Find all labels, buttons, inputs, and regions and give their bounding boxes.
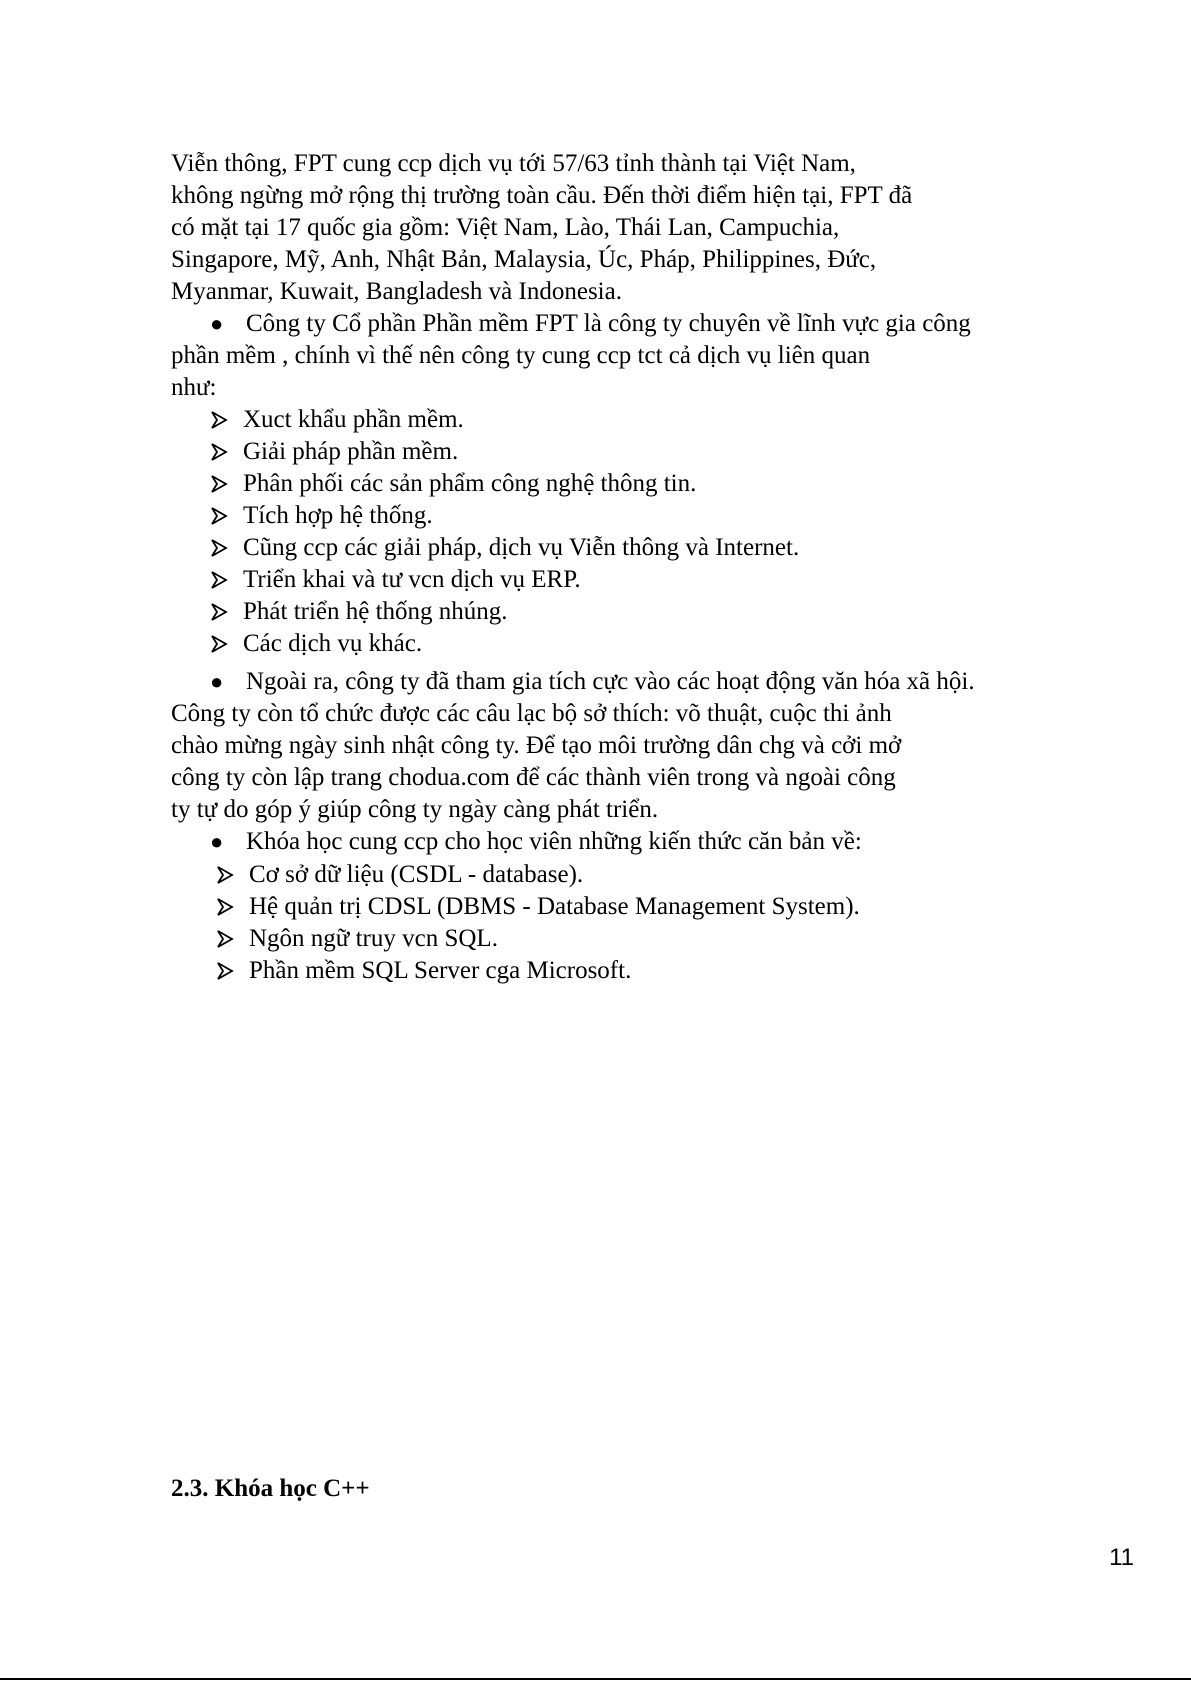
- arrow-bullet-icon: [210, 500, 243, 532]
- bullet-text: Khóa học cung ccp cho học viên những kiến thức căn bản về:: [246, 828, 862, 855]
- list-item: [216, 923, 498, 955]
- arrow-bullet-icon: [210, 468, 243, 500]
- list-item-text: Xuct khẩu phần mềm.: [243, 406, 464, 433]
- bullet-icon: ●: [210, 669, 224, 694]
- paragraph-line: Viễn thông, FPT cung ccp dịch vụ tới 57/63 tỉnh thành tại Việt Nam,: [171, 150, 856, 177]
- arrow-bullet-icon: [216, 955, 249, 987]
- bullet-item: [210, 826, 862, 858]
- page-number: 11: [1109, 1544, 1134, 1571]
- bullet-item: [210, 666, 975, 698]
- list-item: [210, 404, 464, 436]
- list-item: [210, 500, 433, 532]
- bullet-text: Ngoài ra, công ty đã tham gia tích cực vào các hoạt động văn hóa xã hội.: [246, 668, 975, 695]
- arrow-bullet-icon: [216, 859, 249, 891]
- list-item-text: Phần mềm SQL Server cga Microsoft.: [249, 957, 632, 984]
- arrow-bullet-icon: [210, 596, 243, 628]
- list-item: [216, 859, 583, 891]
- list-item: [210, 564, 581, 596]
- arrow-bullet-icon: [210, 564, 243, 596]
- list-item: [210, 532, 799, 564]
- paragraph-line: công ty còn lập trang chodua.com để các thành viên trong và ngoài công: [171, 764, 896, 791]
- list-item-text: Cũng ccp các giải pháp, dịch vụ Viễn thông và Internet.: [243, 534, 800, 561]
- list-item: [210, 468, 696, 500]
- paragraph-line: không ngừng mở rộng thị trường toàn cầu. Đến thời điểm hiện tại, FPT đã: [171, 182, 913, 209]
- arrow-bullet-icon: [210, 628, 243, 660]
- paragraph-line: Myanmar, Kuwait, Bangladesh và Indonesia.: [171, 278, 622, 305]
- paragraph-line: như:: [171, 374, 217, 401]
- list-item: [210, 436, 458, 468]
- list-item-text: Hệ quản trị CDSL (DBMS - Database Management System).: [249, 893, 860, 920]
- paragraph-line: chào mừng ngày sinh nhật công ty. Để tạo môi trường dân chg và cởi mở: [171, 732, 902, 759]
- paragraph-line: phần mềm , chính vì thế nên công ty cung ccp tct cả dịch vụ liên quan: [171, 342, 871, 369]
- list-item-text: Cơ sở dữ liệu (CSDL - database).: [249, 861, 584, 888]
- list-item: [210, 596, 508, 628]
- list-item: [210, 628, 422, 660]
- arrow-bullet-icon: [210, 532, 243, 564]
- list-item-text: Tích hợp hệ thống.: [243, 502, 433, 529]
- list-item-text: Phân phối các sản phẩm công nghệ thông tin.: [243, 470, 697, 497]
- bullet-icon: ●: [210, 829, 224, 854]
- list-item: [216, 955, 631, 987]
- paragraph-line: có mặt tại 17 quốc gia gồm: Việt Nam, Lào, Thái Lan, Campuchia,: [171, 214, 840, 241]
- paragraph-line: ty tự do góp ý giúp công ty ngày càng phát triển.: [171, 796, 659, 823]
- bullet-icon: ●: [210, 311, 224, 336]
- footer-divider: [0, 1678, 1191, 1680]
- bullet-text: Công ty Cổ phần Phần mềm FPT là công ty chuyên về lĩnh vực gia công: [246, 310, 971, 337]
- list-item-text: Giải pháp phần mềm.: [243, 438, 459, 465]
- arrow-bullet-icon: [216, 891, 249, 923]
- list-item-text: Triển khai và tư vcn dịch vụ ERP.: [243, 566, 581, 593]
- list-item-text: Ngôn ngữ truy vcn SQL.: [249, 925, 498, 952]
- list-item: [216, 891, 860, 923]
- paragraph-line: Công ty còn tổ chức được các câu lạc bộ sở thích: võ thuật, cuộc thi ảnh: [171, 700, 892, 727]
- arrow-bullet-icon: [210, 404, 243, 436]
- paragraph-line: Singapore, Mỹ, Anh, Nhật Bản, Malaysia, Úc, Pháp, Philippines, Đức,: [171, 246, 877, 273]
- bullet-item: [210, 308, 971, 340]
- list-item-text: Phát triển hệ thống nhúng.: [243, 598, 508, 625]
- section-heading: 2.3. Khóa học C++: [171, 1475, 370, 1502]
- arrow-bullet-icon: [216, 923, 249, 955]
- list-item-text: Các dịch vụ khác.: [243, 630, 423, 657]
- arrow-bullet-icon: [210, 436, 243, 468]
